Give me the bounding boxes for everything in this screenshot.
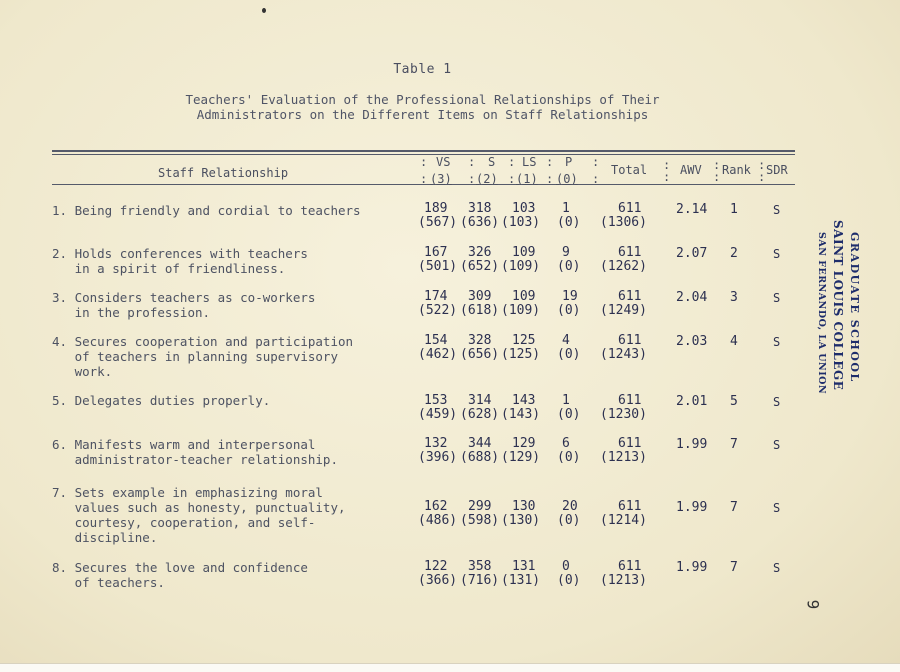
col-header-separators: : [420,155,428,169]
cell-s: 358 [468,559,492,574]
cell-lsw: (109) [501,259,541,274]
cell-sdr: S [773,561,781,575]
cell-awv: 1.99 [676,437,708,452]
cell-awv: 2.04 [676,290,708,305]
cell-vs: 189 [424,201,448,216]
cell-vsw: (501) [418,259,458,274]
table-title: Table 1 [393,62,452,77]
cell-s: 326 [468,245,492,260]
cell-lsw: (109) [501,303,541,318]
cell-p: 1 [562,393,570,408]
cell-vsw: (486) [418,513,458,528]
cell-lsw: (129) [501,450,541,465]
row-label-line: discipline. [52,530,158,545]
col-header-ls: LS [522,155,537,169]
col-header-vs: VS [436,155,451,169]
table-row-label [52,203,417,218]
cell-totalw: (1306) [600,215,647,230]
col-header-s: S [488,155,496,169]
subtitle-line-1: Teachers' Evaluation of the Professional Relationships of Their [185,92,660,107]
row-label-line: work. [52,364,113,379]
cell-ls: 143 [512,393,536,408]
cell-vsw: (522) [418,303,458,318]
col-header-sep: : [663,158,671,172]
cell-p: 1 [562,201,570,216]
cell-pw: (0) [557,450,581,465]
col-header-p: P [565,155,573,169]
page-number: 9 [803,599,823,610]
cell-s: 314 [468,393,492,408]
cell-s: 309 [468,289,492,304]
cell-pw: (0) [557,407,581,422]
cell-ls: 109 [512,245,536,260]
table-row-label [52,393,417,408]
col-header-rank: Rank [722,163,751,177]
cell-p: 4 [562,333,570,348]
row-label-line: 6. Manifests warm and interpersonal [52,437,316,452]
cell-total: 611 [618,393,642,408]
col-header-sep: : [420,172,428,186]
col-header-sdr: SDR [766,163,788,177]
col-header-sep: : [758,170,766,184]
cell-lsw: (130) [501,513,541,528]
cell-pw: (0) [557,303,581,318]
row-label-line: 2. Holds conferences with teachers [52,246,308,261]
col-header-sep: : [592,155,600,169]
cell-totalw: (1214) [600,513,647,528]
cell-vs: 132 [424,436,448,451]
stamp-line-2: SAINT LOUIS COLLEGE [831,220,845,391]
cell-lsw: (131) [501,573,541,588]
cell-awv: 2.07 [676,246,708,261]
cell-s: 318 [468,201,492,216]
cell-total: 611 [618,333,642,348]
col-header-sep: : [508,172,516,186]
cell-lsw: (103) [501,215,541,230]
table-row-label [52,246,417,276]
cell-ls: 129 [512,436,536,451]
col-header-s-weight: (2) [476,172,498,186]
row-label-line: administrator-teacher relationship. [52,452,338,467]
cell-sw: (656) [460,347,500,362]
col-header-sep: : [468,155,476,169]
graduate-school-stamp [815,220,875,395]
cell-awv: 1.99 [676,500,708,515]
cell-sw: (716) [460,573,500,588]
cell-totalw: (1262) [600,259,647,274]
row-label-line: 1. Being friendly and cordial to teachers [52,203,361,218]
cell-pw: (0) [557,513,581,528]
cell-ls: 103 [512,201,536,216]
cell-rank: 1 [730,202,738,217]
row-label-line: of teachers. [52,575,165,590]
col-header-sep: : [758,158,766,172]
table-row-label [52,334,417,379]
cell-vs: 153 [424,393,448,408]
cell-vsw: (462) [418,347,458,362]
table-row-label [52,437,417,467]
cell-pw: (0) [557,215,581,230]
row-label-line: courtesy, cooperation, and self- [52,515,316,530]
cell-total: 611 [618,201,642,216]
table-row-label [52,560,417,590]
cell-awv: 2.03 [676,334,708,349]
cell-pw: (0) [557,259,581,274]
cell-rank: 7 [730,437,738,452]
cell-vsw: (366) [418,573,458,588]
row-label-line: 3. Considers teachers as co-workers [52,290,316,305]
row-label-line: of teachers in planning supervisory [52,349,338,364]
cell-vs: 174 [424,289,448,304]
col-header-relationship: Staff Relationship [158,166,289,180]
cell-vsw: (567) [418,215,458,230]
table-subtitle [0,92,845,122]
cell-sdr: S [773,438,781,452]
cell-s: 344 [468,436,492,451]
cell-ls: 125 [512,333,536,348]
cell-s: 328 [468,333,492,348]
cell-sw: (618) [460,303,500,318]
cell-ls: 130 [512,499,536,514]
cell-lsw: (125) [501,347,541,362]
cell-sw: (628) [460,407,500,422]
cell-sdr: S [773,291,781,305]
cell-pw: (0) [557,573,581,588]
cell-sw: (652) [460,259,500,274]
cell-totalw: (1243) [600,347,647,362]
cell-totalw: (1213) [600,450,647,465]
row-label-line: 4. Secures cooperation and participation [52,334,354,349]
col-header-total: Total [611,163,648,177]
col-header-vs-weight: (3) [430,172,452,186]
row-label-line: 8. Secures the love and confidence [52,560,308,575]
col-header-sep: : [546,172,554,186]
header-top-rule [52,150,795,152]
cell-totalw: (1249) [600,303,647,318]
cell-vs: 167 [424,245,448,260]
cell-lsw: (143) [501,407,541,422]
cell-p: 9 [562,245,570,260]
col-header-awv: AWV [680,163,702,177]
cell-p: 19 [562,289,578,304]
cell-rank: 7 [730,500,738,515]
cell-awv: 2.14 [676,202,708,217]
cell-vsw: (459) [418,407,458,422]
stamp-line-1: GRADUATE SCHOOL [848,232,861,383]
cell-sdr: S [773,203,781,217]
col-header-sep: : [546,155,554,169]
cell-awv: 1.99 [676,560,708,575]
cell-total: 611 [618,289,642,304]
cell-p: 6 [562,436,570,451]
col-header-sep: : [468,172,476,186]
cell-rank: 7 [730,560,738,575]
row-label-line: 5. Delegates duties properly. [52,393,271,408]
cell-awv: 2.01 [676,394,708,409]
subtitle-line-2: Administrators on the Different Items on Staff Relationships [196,107,649,122]
col-header-sep: : [713,158,721,172]
cell-vs: 162 [424,499,448,514]
stamp-line-3: SAN FERNANDO, LA UNION [816,232,827,395]
cell-sw: (688) [460,450,500,465]
cell-pw: (0) [557,347,581,362]
cell-sdr: S [773,247,781,261]
row-label-line: in a spirit of friendliness. [52,261,286,276]
cell-total: 611 [618,499,642,514]
cell-vsw: (396) [418,450,458,465]
table-row-label [52,290,417,320]
cell-ls: 109 [512,289,536,304]
row-label-line: 7. Sets example in emphasizing moral [52,485,323,500]
cell-p: 0 [562,559,570,574]
cell-totalw: (1230) [600,407,647,422]
cell-vs: 154 [424,333,448,348]
row-label-line: in the profession. [52,305,211,320]
cell-sw: (598) [460,513,500,528]
table-row-label [52,485,417,545]
col-header-ls-weight: (1) [516,172,538,186]
cell-rank: 2 [730,246,738,261]
cell-ls: 131 [512,559,536,574]
cell-total: 611 [618,559,642,574]
col-header-sep: : [663,170,671,184]
cell-rank: 3 [730,290,738,305]
cell-total: 611 [618,436,642,451]
col-header-p-weight: (0) [556,172,578,186]
cell-sdr: S [773,335,781,349]
col-header-sep: : [592,172,600,186]
cell-s: 299 [468,499,492,514]
row-label-line: values such as honesty, punctuality, [52,500,346,515]
cell-sw: (636) [460,215,500,230]
cell-rank: 4 [730,334,738,349]
cell-sdr: S [773,501,781,515]
cell-p: 20 [562,499,578,514]
col-header-sep: : [508,155,516,169]
col-header-sep: : [713,170,721,184]
ink-dot [262,8,266,13]
cell-sdr: S [773,395,781,409]
cell-totalw: (1213) [600,573,647,588]
cell-vs: 122 [424,559,448,574]
cell-total: 611 [618,245,642,260]
cell-rank: 5 [730,394,738,409]
